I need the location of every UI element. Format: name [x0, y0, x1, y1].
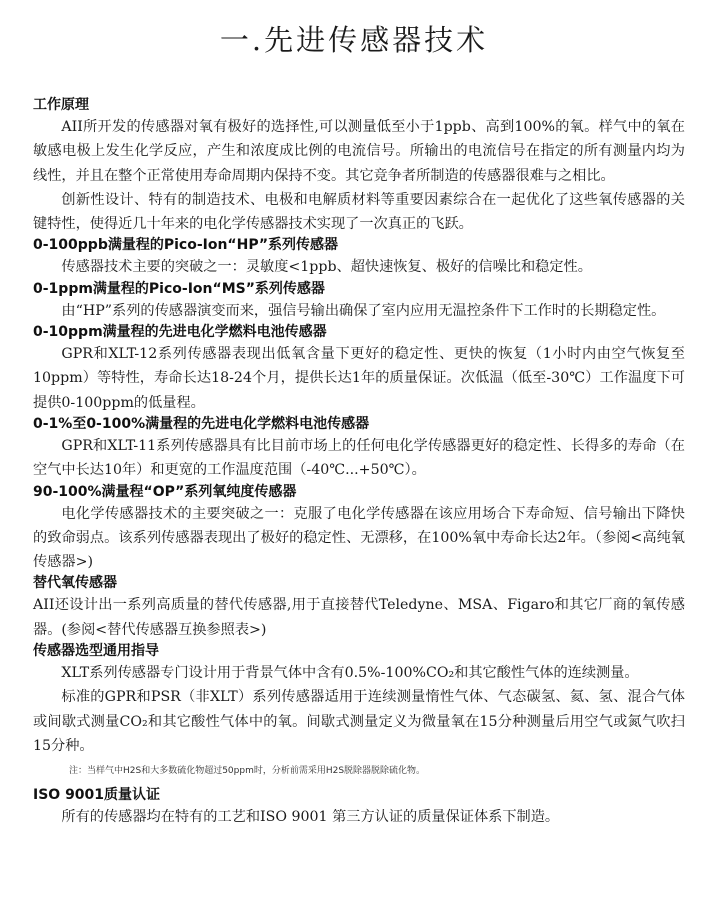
section-heading-selection-guide: 传感器选型通用指导 — [33, 643, 159, 660]
paragraph: 所有的传感器均在特有的工艺和ISO 9001 第三方认证的质量保证体系下制造。 — [61, 809, 560, 826]
page-title: 一.先进传感器技术 — [219, 23, 489, 57]
footnote: 注：当样气中H2S和大多数硫化物超过50ppm时，分析前需采用H2S脱除器脱除硫化物。 — [69, 766, 426, 777]
paragraph: GPR和XLT-11系列传感器具有比目前市场上的任何电化学传感器更好的稳定性、长得多的寿命（在空气中长达10年）和更宽的工作温度范围（-40℃...+50℃）。 — [33, 437, 685, 479]
paragraph: 电化学传感器技术的主要突破之一：克服了电化学传感器在该应用场合下寿命短、信号输出下降快的致命弱点。该系列传感器表现出了极好的稳定性、无漂移，在100%氧中寿命长达2年。（参阅<高纯氧传感器>) — [33, 505, 685, 571]
section-heading-10ppm-fuel-cell: 0-10ppm满量程的先进电化学燃料电池传感器 — [33, 324, 327, 341]
paragraph: AII还设计出一系列高质量的替代传感器,用于直接替代Teledyne、MSA、Figaro和其它厂商的氧传感器。(参阅<替代传感器互换参照表>) — [33, 597, 685, 638]
section-heading-working-principle: 工作原理 — [33, 97, 89, 113]
paragraph: 创新性设计、特有的制造技术、电极和电解质材料等重要因素综合在一起优化了这些氧传感器的关键特性，使得近几十年来的电化学传感器技术实现了一次真正的飞跃。 — [33, 191, 685, 233]
paragraph: 传感器技术主要的突破之一：灵敏度<1ppb、超快速恢复、极好的信噪比和稳定性。 — [61, 259, 592, 276]
section-heading-replacement-sensors: 替代氧传感器 — [33, 575, 117, 592]
document-body — [33, 96, 685, 830]
paragraph: 标准的GPR和PSR（非XLT）系列传感器适用于连续测量惰性气体、气态碳氢、氦、氢、混合气体或间歇式测量CO₂和其它酸性气体中的氧。间歇式测量定义为微量氧在15分种测量后用空气或氮气吹扫15分种。 — [33, 689, 685, 754]
paragraph: AII所开发的传感器对氧有极好的选择性,可以测量低至小于1ppb、高到100%的氧。样气中的氧在敏感电极上发生化学反应，产生和浓度成比例的电流信号。所输出的电流信号在指定的所有测量内均为线性，并且在整个正常使用寿命周期内保持不变。其它竞争者所制造的传感器很难与之相比。 — [33, 119, 685, 184]
section-heading-iso-certification: ISO 9001质量认证 — [33, 787, 161, 804]
paragraph: XLT系列传感器专门设计用于背景气体中含有0.5%-100%CO₂和其它酸性气体的连续测量。 — [61, 665, 639, 682]
section-heading-op-series: 90-100%满量程“OP”系列氧纯度传感器 — [33, 483, 297, 500]
section-heading-ms-series: 0-1ppm满量程的Pico-Ion“MS”系列传感器 — [33, 280, 325, 297]
section-heading-hp-series: 0-100ppb满量程的Pico-Ion“HP”系列传感器 — [33, 237, 339, 254]
paragraph: GPR和XLT-12系列传感器表现出低氧含量下更好的稳定性、更快的恢复（1小时内由空气恢复至10ppm）等特性，寿命长达18-24个月，提供长达1年的质量保证。次低温（低至-30℃）工作温度下可提供0-100ppm的低量程。 — [33, 346, 685, 411]
section-heading-percent-fuel-cell: 0-1%至0-100%满量程的先进电化学燃料电池传感器 — [33, 415, 370, 432]
paragraph: 由“HP”系列的传感器演变而来，强信号输出确保了室内应用无温控条件下工作时的长期稳定性。 — [61, 302, 666, 319]
